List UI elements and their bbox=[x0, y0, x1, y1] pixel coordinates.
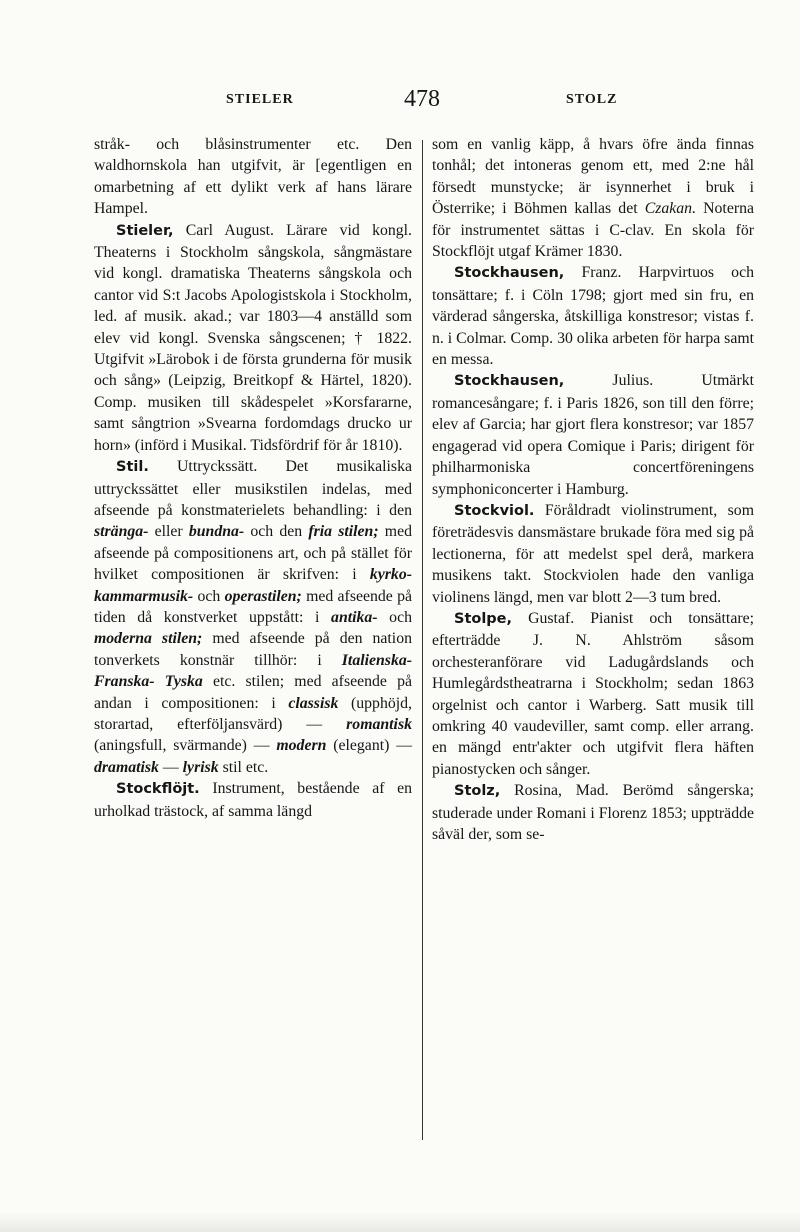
italic-term: modern bbox=[276, 737, 327, 755]
italic-term: Czakan. bbox=[644, 200, 697, 218]
entry-text: med afseende på tiden då konstverket uppstått: i bbox=[94, 587, 412, 626]
headword-stolpe: Stolpe, bbox=[454, 610, 513, 627]
entry-text: (elegant) — bbox=[326, 737, 412, 755]
entry-text: med afseende på compositionens art, och på stället för hvilket compositionen är skrifven: i bbox=[94, 523, 412, 584]
headword-stieler: Stieler, bbox=[116, 222, 174, 239]
headword-stockhausen-julius: Stockhausen, bbox=[454, 373, 565, 390]
entry-text-stieler: Carl August. Lärare vid kongl. Theaterns i Stockholm sångskola, sångmästare vid kongl. dramatiska Theaterns sångskola och cantor vid S:t Jacobs Apologistskola i Stockholm, led. af musik. akad.; var 1803—4 anställd som elev vid kongl. Svenska sångscenen; † 1822. Utgifvit »Lärobok i de första grunderna för musik och sång» (Leipzig, Breitkopf & Härtel, 1820). Comp. musiken till skådespelet »Korsfararne, samt sångtrion »Svearna fordomdags drucko ur horn» (införd i Musikal. Tidsfördrif för år 1810). bbox=[94, 221, 412, 454]
entry-text: Rosina, Mad. Berömd sångerska; studerade under Romani i Florenz 1853; uppträdde såväl der, som se- bbox=[432, 782, 755, 843]
entry-text: Julius. Utmärkt romancesångare; f. i Paris 1826, son till den förre; elev af Garcia; har gjort flera konstresor; var 1857 engagerad vid opera Comique i Paris; dirigent för philharmoniska concertföreningens symphoniconcerter i Hamburg. bbox=[432, 372, 754, 498]
entry-stockhausen-franz bbox=[432, 262, 754, 370]
entry-text: och bbox=[377, 608, 412, 626]
right-column bbox=[432, 134, 754, 845]
entry-text: Uttryckssätt. Det musikaliska uttryckssättet eller musikstilen indelas, med afseende på konstmaterielets behandling: i den bbox=[94, 458, 412, 519]
entry-stolz bbox=[432, 780, 754, 845]
italic-term: Italienska- Franska- Tyska bbox=[94, 651, 412, 691]
entry-text: — bbox=[158, 758, 183, 776]
italic-term: antika- bbox=[331, 608, 378, 626]
entry-stil bbox=[94, 456, 412, 778]
entry-text: och den bbox=[244, 523, 309, 541]
page-number: 478 bbox=[404, 86, 440, 112]
entry-text: stil etc. bbox=[218, 758, 269, 776]
entry-text: Franz. Harpvirtuos och tonsättare; f. i Cöln 1798; gjort med sin fru, en värderad sångerska, åtskilliga konstresor; vistas f. n. i Colmar. Comp. 30 olika arbeten för harpa samt en messa. bbox=[432, 264, 755, 369]
entry-stolpe bbox=[432, 608, 754, 780]
italic-term: dramatisk bbox=[94, 758, 159, 776]
headword-stockviol: Stockviol. bbox=[454, 502, 535, 519]
italic-term: fria stilen; bbox=[308, 523, 379, 541]
italic-term: stränga- bbox=[94, 523, 149, 541]
entry-stockhausen-julius bbox=[432, 370, 754, 499]
page-bottom-edge bbox=[0, 1212, 800, 1232]
entry-text: eller bbox=[148, 523, 189, 541]
header-left-word: STIELER bbox=[226, 92, 294, 107]
entry-text: Föråldradt violinstrument, som företrädesvis dansmästare brukade föra med sig på lectionerna, för att medelst spel derå, markera musikens takt. Stockviolen hade den vanliga violinens längd, men var blott 2—3 tum bred. bbox=[432, 501, 754, 606]
running-head bbox=[0, 86, 800, 118]
continuation-paragraph bbox=[432, 134, 754, 262]
italic-term: lyrisk bbox=[182, 758, 219, 776]
continuation-paragraph: stråk- och blåsinstrumenter etc. Den waldhornskola han utgifvit, är [egentligen en omarbetning af ett dylikt verk af hans lärare Hampel. bbox=[94, 136, 412, 218]
headword-stil: Stil. bbox=[116, 459, 149, 476]
entry-text: (upphöjd, storartad, efterföljansvärd) — bbox=[94, 694, 412, 733]
italic-term: operastilen; bbox=[224, 587, 302, 605]
column-divider bbox=[422, 140, 423, 1140]
header-right-word: STOLZ bbox=[566, 92, 618, 107]
headword-stockflojt: Stockflöjt. bbox=[116, 781, 200, 798]
entry-stieler bbox=[94, 220, 412, 456]
italic-term: bundna- bbox=[188, 523, 245, 541]
entry-text: med afseende på den nation tonverkets konstnär tillhör: i bbox=[94, 630, 412, 669]
entry-text: Gustaf. Pianist och tonsättare; efterträdde J. N. Ahlström såsom orchesteranförare vid Ladugårdslands och Humlegårdstheatrarna i Stockholm; sedan 1863 orgelnist och cantor i Warberg. Satt musik till omkring 40 vaudeviller, samt comp. eller arrang. en mängd entr'akter och utgifvit flera häften pianostycken och sånger. bbox=[432, 609, 754, 778]
entry-text: Noterna för instrumentet sättas i C-clav. En skola för Stockflöjt utgaf Krämer 1830. bbox=[432, 200, 754, 261]
headword-stockhausen-franz: Stockhausen, bbox=[454, 265, 565, 282]
italic-term: classisk bbox=[288, 694, 339, 712]
italic-term: kyrko- kammarmusik- bbox=[94, 566, 412, 605]
entry-text: etc. stilen; med afseende på andan i compositionen: i bbox=[94, 673, 413, 712]
left-column bbox=[94, 134, 412, 822]
entry-text-stockflojt: Instrument, bestående af en urholkad trästock, af samma längd bbox=[94, 780, 412, 820]
entry-text: (aningsfull, svärmande) — bbox=[94, 737, 277, 755]
entry-stockflojt bbox=[94, 778, 412, 822]
entry-text: och bbox=[193, 587, 225, 605]
italic-term: moderna stilen; bbox=[94, 630, 203, 648]
headword-stolz: Stolz, bbox=[454, 783, 501, 800]
entry-text: som en vanlig käpp, å hvars öfre ända finnas tonhål; det intoneras genom ett, med 2:ne hål försedt munstycke; är isynnerhet i bruk i Österrike; i Böhmen kallas det bbox=[432, 136, 754, 218]
italic-term: romantisk bbox=[346, 715, 412, 733]
entry-stockviol bbox=[432, 500, 754, 608]
